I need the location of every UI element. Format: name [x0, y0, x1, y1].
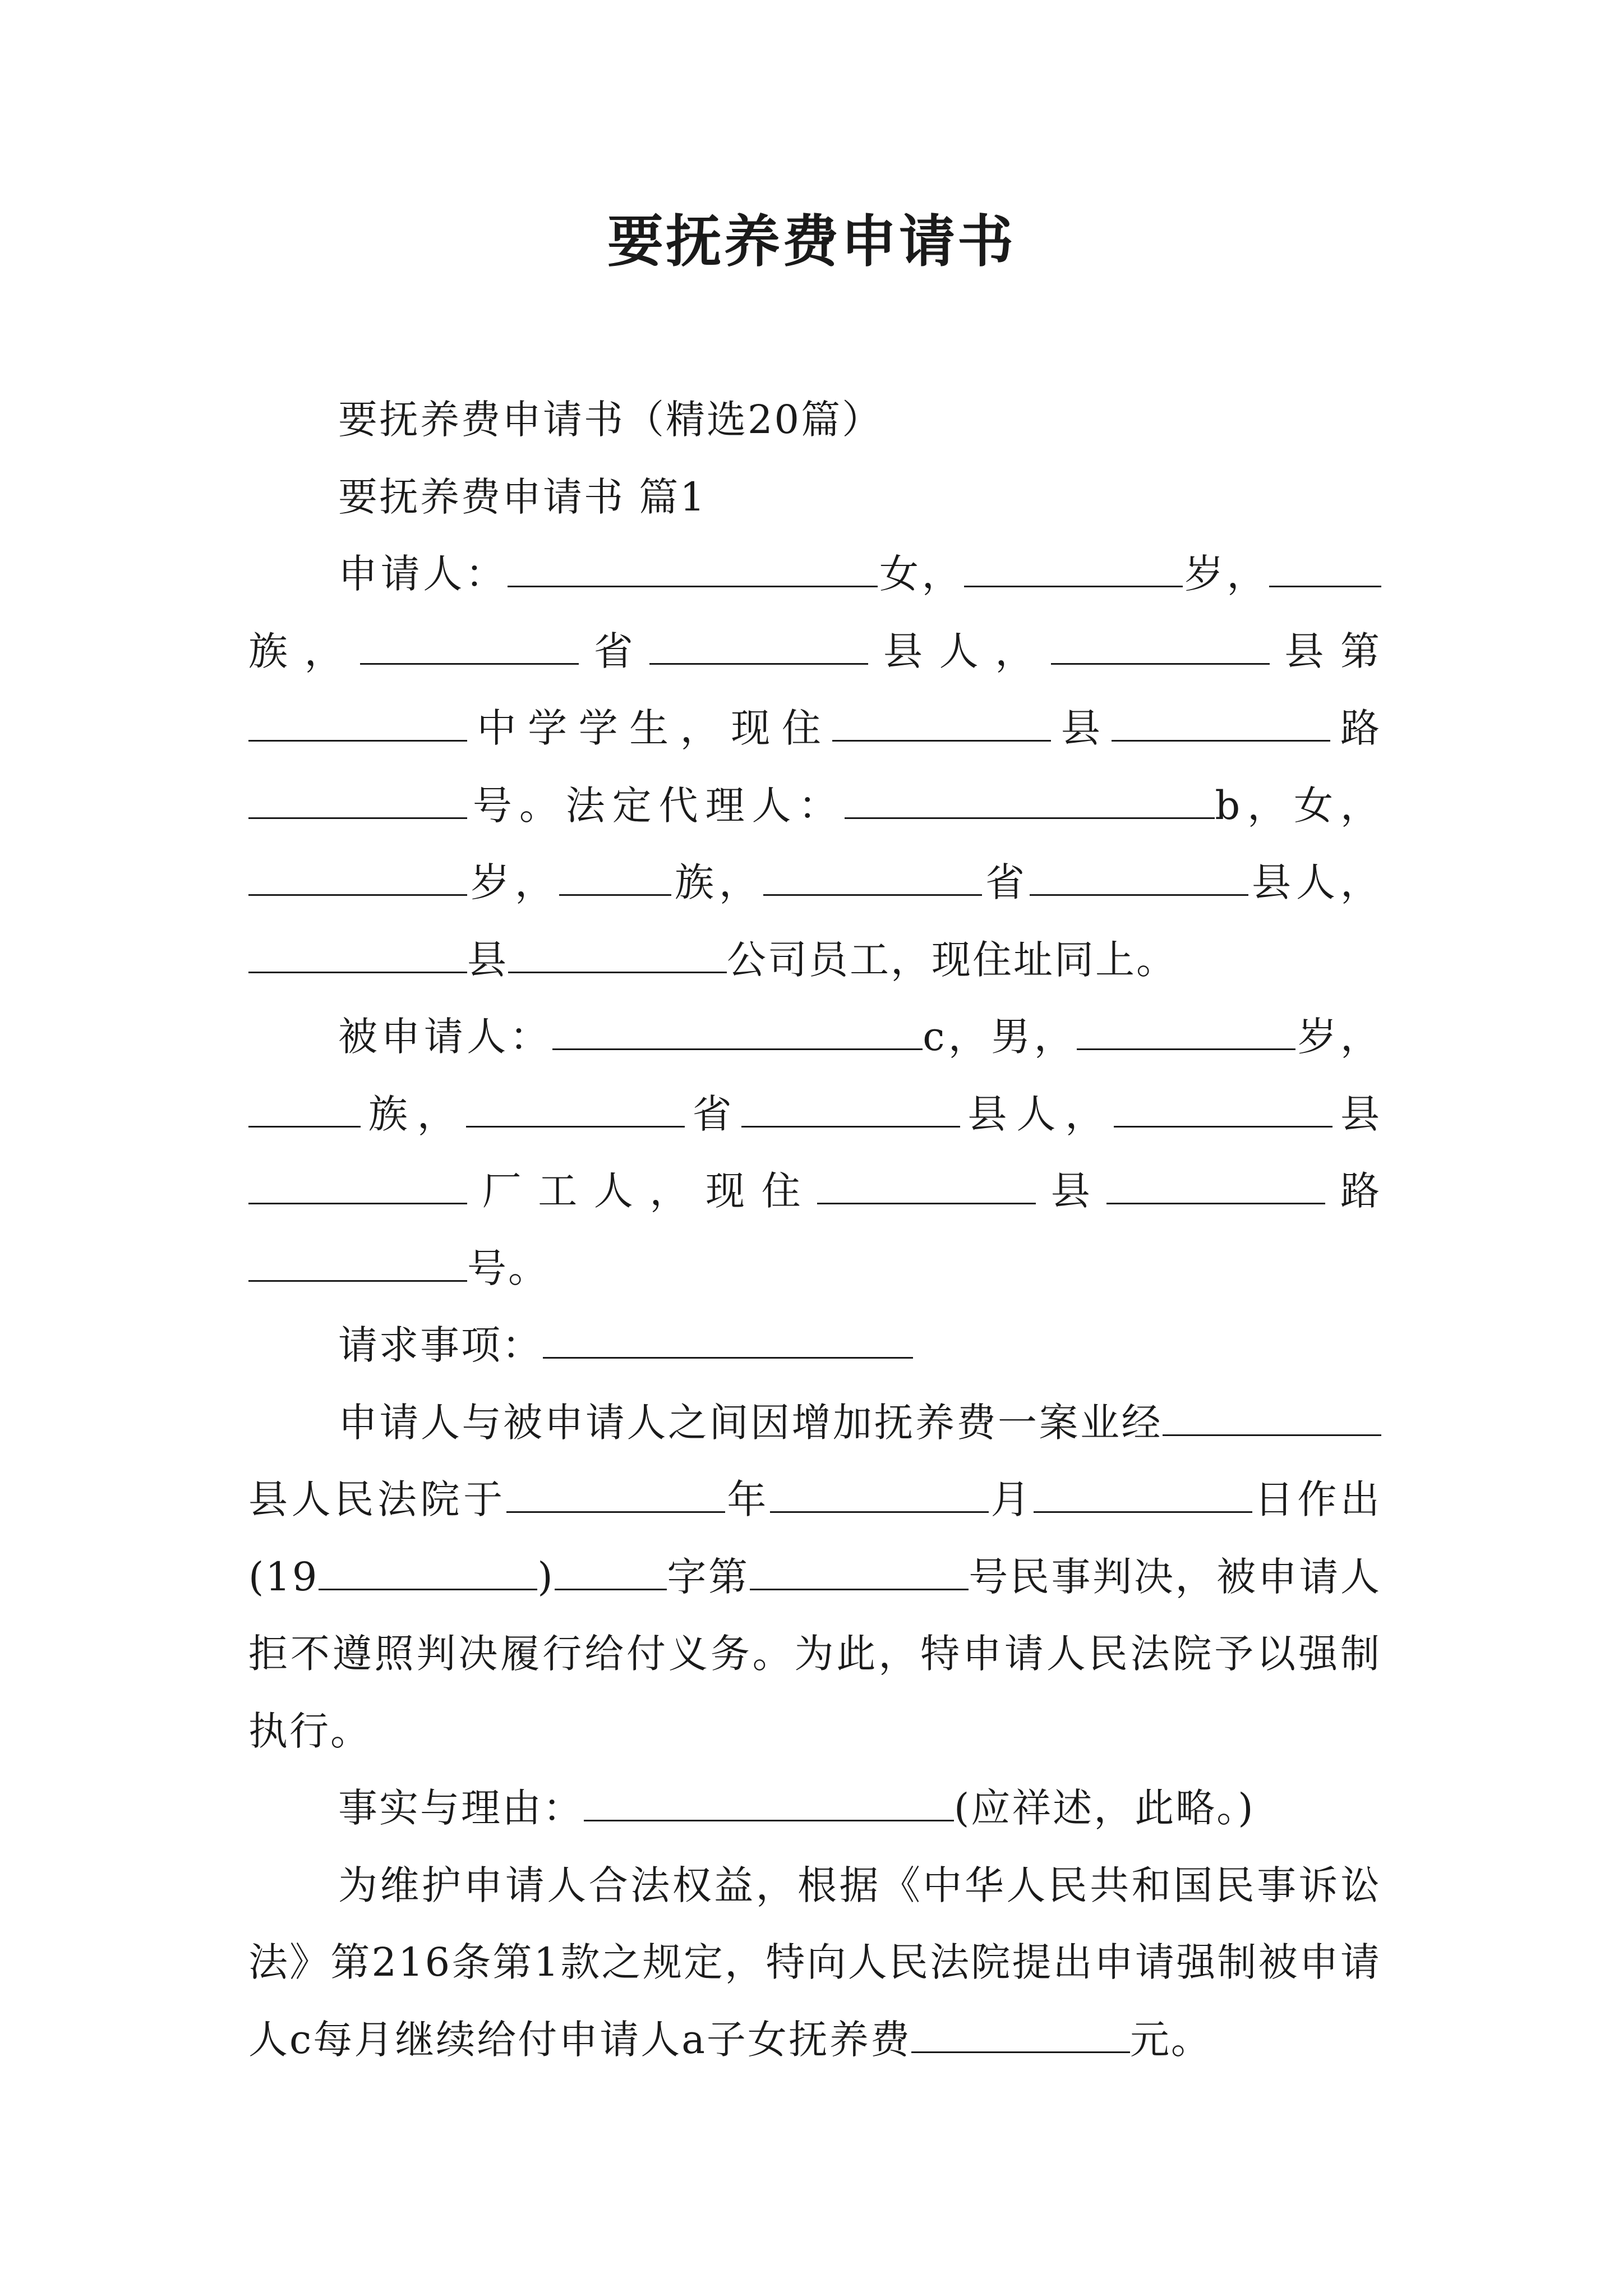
text-segment: 路	[1325, 1168, 1382, 1214]
text-segment: 号。	[467, 1245, 549, 1291]
section-heading: 要抚养费申请书 篇1	[338, 473, 707, 520]
text-segment: 省	[684, 1091, 741, 1137]
blank-field	[248, 705, 467, 742]
blank-field	[750, 1554, 969, 1590]
applicant-label: 申请人：	[338, 551, 508, 597]
applicant-paragraph	[248, 536, 1381, 999]
text-segment: 年	[725, 1476, 770, 1522]
text-segment: 县	[1332, 1091, 1382, 1137]
blank-field	[559, 859, 671, 896]
text-segment: 县	[1036, 1168, 1107, 1214]
respondent-label: 被申请人：	[338, 1014, 553, 1060]
document-title: 要抚养费申请书	[607, 208, 1016, 274]
blank-field	[248, 1091, 361, 1128]
blank-field	[1269, 551, 1381, 587]
blank-field	[319, 1554, 537, 1590]
text-segment: 岁，	[1183, 551, 1270, 597]
text-segment: 县	[467, 936, 508, 983]
blank-field	[555, 1554, 667, 1590]
blank-field	[1112, 705, 1330, 742]
blank-field	[964, 551, 1183, 587]
blank-field	[248, 937, 467, 973]
text-segment: 号民事判决，被申请人拒不遵照判决履行给付义务。为此，特申请人民法院予以强制执行。	[248, 1553, 1382, 1754]
request-heading	[248, 1307, 1381, 1384]
document-body	[248, 381, 1381, 2078]
blank-field	[543, 1322, 913, 1359]
text-segment: 族，	[248, 628, 361, 674]
blank-field	[1051, 628, 1270, 665]
text-segment: 族，	[671, 859, 763, 905]
blank-field	[817, 1168, 1036, 1204]
text-segment: 月	[988, 1476, 1034, 1522]
text-segment: 县人，	[1248, 859, 1381, 905]
blank-field	[466, 1091, 685, 1128]
request-label: 请求事项：	[338, 1322, 543, 1368]
text-segment: 字第	[666, 1553, 750, 1600]
blank-field	[248, 1245, 467, 1282]
closing-paragraph	[248, 1847, 1381, 2079]
text-segment: 为维护申请人合法权益，根据《中华人民共和国民事诉讼法》第216条第1款之规定，特向人民法院提出申请强制被申请人c每月继续给付申请人a子女抚养费	[248, 1862, 1381, 2063]
facts-paragraph	[248, 1770, 1381, 1847]
text-segment: c，男，	[923, 1014, 1077, 1060]
subtitle: 要抚养费申请书（精选20篇）	[338, 397, 883, 443]
facts-label: 事实与理由：	[338, 1785, 584, 1831]
text-segment: 岁，	[467, 859, 559, 905]
text-segment: 县人民法院于	[248, 1476, 506, 1522]
blank-field	[1114, 1091, 1332, 1128]
text-segment: 路	[1330, 705, 1382, 751]
text-segment: 申请人与被申请人之间因增加抚养费一案业经	[338, 1399, 1163, 1446]
blank-field	[506, 1476, 725, 1513]
blank-field	[508, 551, 878, 587]
blank-field	[911, 2017, 1130, 2053]
blank-field	[832, 705, 1051, 742]
blank-field	[1106, 1168, 1325, 1204]
respondent-paragraph	[248, 999, 1381, 1307]
text-segment: 厂工人，现住	[467, 1168, 818, 1214]
blank-field	[1034, 1476, 1252, 1513]
blank-field	[1163, 1400, 1381, 1436]
text-segment: 县第	[1269, 628, 1382, 674]
blank-field	[360, 628, 579, 665]
blank-field	[1030, 859, 1248, 896]
text-segment: 号。法定代理人：	[467, 782, 845, 829]
blank-field	[845, 783, 1215, 819]
blank-field	[248, 859, 467, 896]
text-segment: 女，	[878, 551, 965, 597]
text-segment: b，女，	[1215, 782, 1381, 829]
facts-note: (应祥述，此略。)	[954, 1785, 1255, 1831]
blank-field	[763, 859, 982, 896]
text-segment: 日作出(19	[248, 1476, 1382, 1600]
text-segment: 中学学生，现住	[467, 705, 833, 751]
text-segment: 元。	[1129, 2016, 1212, 2063]
text-segment: 岁，	[1295, 1014, 1382, 1060]
text-segment: 公司员工，现住址同上。	[727, 936, 1177, 983]
blank-field	[1077, 1014, 1295, 1050]
blank-field	[584, 1785, 954, 1821]
text-segment: 省	[579, 628, 650, 674]
blank-field	[770, 1476, 989, 1513]
text-segment: 县人，	[868, 628, 1051, 674]
blank-field	[741, 1091, 960, 1128]
text-segment: 县人，	[960, 1091, 1114, 1137]
blank-field	[552, 1014, 923, 1050]
blank-field	[248, 783, 467, 819]
blank-field	[649, 628, 868, 665]
text-segment: 省	[982, 859, 1030, 905]
text-segment: )	[537, 1553, 555, 1600]
blank-field	[248, 1168, 467, 1204]
request-paragraph	[248, 1384, 1381, 1770]
blank-field	[508, 937, 727, 973]
text-segment: 族，	[361, 1091, 466, 1137]
text-segment: 县	[1051, 705, 1112, 751]
